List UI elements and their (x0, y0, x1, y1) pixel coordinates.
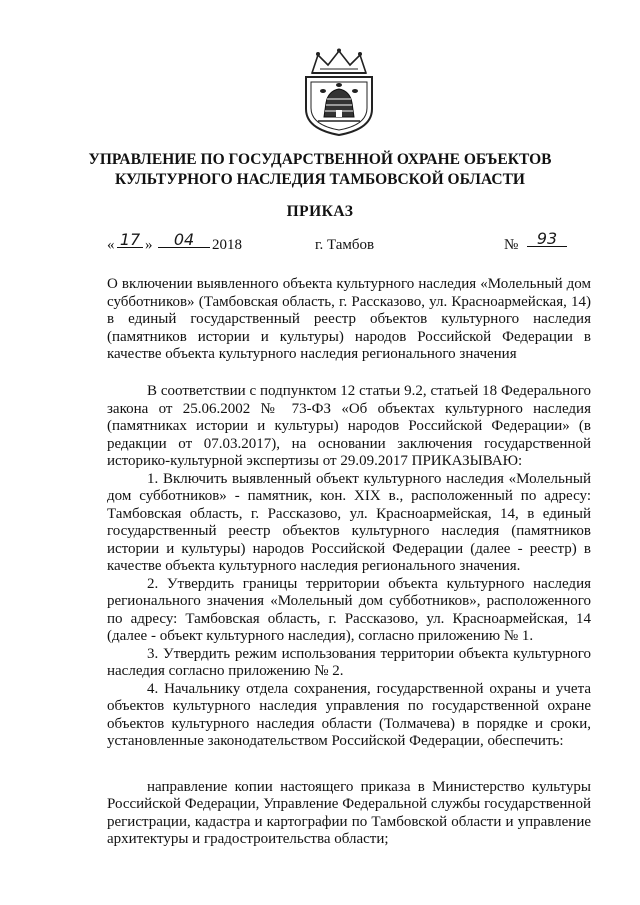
order-item-3: 3. Утвердить режим использования территории объекта культурного наследия согласно приложению № 2. (107, 645, 591, 679)
order-item-2: 2. Утвердить границы территории объекта культурного наследия регионального значения «Молельный дом субботников», расположенного по адресу: Тамбовская область, г. Рассказово, ул. Красноармейская, 14 (далее - объект культурного наследия), согласно приложению № 1. (107, 575, 591, 644)
order-subitem: направление копии настоящего приказа в Министерство культуры Российской Федерации, Управление Федеральной службы государственной регистрации, кадастра и картографии по Тамбовской области и управление архитектуры и градостроительства области; (107, 778, 591, 847)
date-year: 2018 (212, 237, 242, 253)
document-number: 93 (527, 232, 567, 247)
org-title-line2: КУЛЬТУРНОГО НАСЛЕДИЯ ТАМБОВСКОЙ ОБЛАСТИ (115, 171, 525, 188)
order-item-4: 4. Начальнику отдела сохранения, государственной охраны и учета объектов культурного наследия управления по государственной охране объектов культурного наследия области (Толмачева) в порядке и сроки, установленные законодательством Российской Федерации, обеспечить: (107, 680, 591, 749)
date-month: 04 (158, 233, 210, 248)
tambov-region-coat-of-arms-icon (298, 47, 380, 137)
date-day: 17 (117, 233, 143, 248)
number-label: № (504, 237, 519, 253)
preamble-paragraph: В соответствии с подпунктом 12 статьи 9.2, статьей 18 Федерального закона от 25.06.2002 № 73-ФЗ «Об объектах культурного наследия (памятниках истории и культуры) народов Российской Федерации» (в редакции от 07.03.2017), на основании заключения государственной историко-культурной экспертизы от 29.09.2017 ПРИКАЗЫВАЮ: (107, 383, 591, 469)
order-subject: О включении выявленного объекта культурного наследия «Молельный дом субботников» (Тамбовская область, г. Рассказово, ул. Красноармейская, 14) в единый государственный реестр объектов культурного наследия (памятников истории и культуры) народов Российской Федерации в качестве объекта культурного наследия регионального значения (107, 276, 591, 362)
date-close-quote: » (145, 237, 153, 253)
order-body (107, 383, 591, 849)
date-open-quote: « (107, 237, 115, 253)
document-type: ПРИКАЗ (286, 203, 354, 220)
city: г. Тамбов (315, 237, 375, 253)
org-title-line1: УПРАВЛЕНИЕ ПО ГОСУДАРСТВЕННОЙ ОХРАНЕ ОБЪЕКТОВ (88, 151, 552, 168)
order-item-1: 1. Включить выявленный объект культурного наследия «Молельный дом субботников» - памятник, кон. XIX в., расположенный по адресу: Тамбовская область, г. Рассказово, ул. Красноармейская, 14, в единый государственный реестр объектов культурного наследия (памятников истории и культуры) народов Российской Федерации (далее - реестр) в качестве объекта культурного наследия регионального значения. (107, 470, 591, 574)
